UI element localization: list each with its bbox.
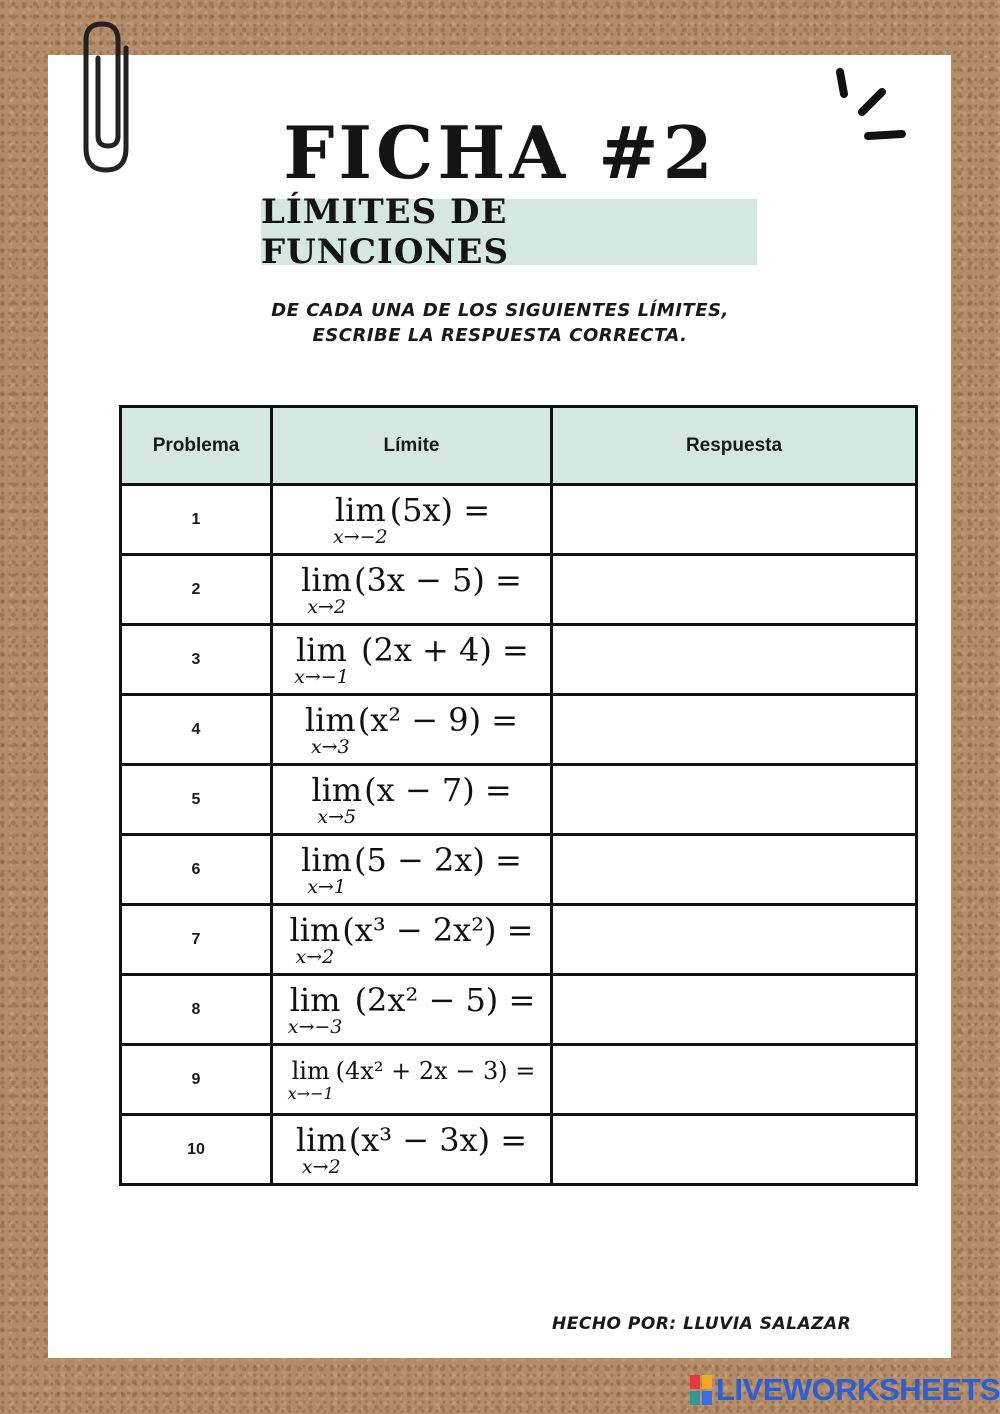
- table-row: [121, 1115, 917, 1185]
- lim-body: (2x + 4) =: [350, 630, 529, 669]
- header-problema: Problema: [121, 407, 272, 485]
- lim-subscript: x→2: [301, 1155, 341, 1178]
- lim-subscript: x→1: [307, 875, 346, 898]
- math-expression: [294, 630, 529, 688]
- lim-subscript: x→−2: [332, 525, 388, 548]
- answer-cell[interactable]: [552, 975, 917, 1045]
- lim-word: lim: [289, 910, 341, 949]
- answer-cell[interactable]: [552, 555, 917, 625]
- lim-subscript: x→−1: [287, 1083, 334, 1103]
- math-expression: [288, 1058, 536, 1102]
- page-title: FICHA #2: [283, 110, 717, 195]
- problem-number: 4: [121, 695, 272, 765]
- problem-number: 3: [121, 625, 272, 695]
- limit-expression: [272, 905, 552, 975]
- answer-cell[interactable]: [552, 835, 917, 905]
- math-expression: [295, 1120, 528, 1178]
- lim-subscript: x→2: [295, 945, 335, 968]
- limit-expression: [272, 1115, 552, 1185]
- limit-expression: [272, 1045, 552, 1115]
- liveworksheets-logo[interactable]: [690, 1372, 1000, 1408]
- lim-word: lim: [301, 840, 352, 879]
- lim-body: (5 − 2x) =: [353, 840, 522, 879]
- header-respuesta: Respuesta: [552, 407, 917, 485]
- problem-number: 5: [121, 765, 272, 835]
- math-expression: [289, 910, 534, 968]
- lim-operator: [287, 980, 343, 1038]
- problem-number: 6: [121, 835, 272, 905]
- lim-operator: [294, 630, 349, 688]
- instruction-line-1: DE CADA UNA DE LOS SIGUIENTES LÍMITES,: [271, 300, 729, 321]
- problem-number: 2: [121, 555, 272, 625]
- subtitle-text: LÍMITES DE FUNCIONES: [261, 192, 509, 272]
- subtitle-banner: [261, 192, 757, 272]
- problem-number: 8: [121, 975, 272, 1045]
- limits-table: [119, 405, 918, 1186]
- lim-operator: [295, 1120, 347, 1178]
- lim-subscript: x→−3: [287, 1015, 343, 1038]
- author-credit: HECHO POR: LLUVIA SALAZAR: [552, 1314, 852, 1334]
- lim-subscript: x→3: [310, 735, 350, 758]
- limit-expression: [272, 975, 552, 1045]
- math-expression: [304, 700, 519, 758]
- table-row: [121, 485, 917, 555]
- math-expression: [301, 560, 522, 618]
- lim-body: (5x) =: [389, 490, 490, 529]
- lim-subscript: x→2: [307, 595, 346, 618]
- answer-cell[interactable]: [552, 765, 917, 835]
- problem-number: 10: [121, 1115, 272, 1185]
- lim-word: lim: [311, 770, 363, 809]
- instruction-line-2: ESCRIBE LA RESPUESTA CORRECTA.: [312, 325, 688, 346]
- problem-number: 7: [121, 905, 272, 975]
- table-header-row: [121, 407, 917, 485]
- liveworksheets-mark-icon: [690, 1375, 712, 1405]
- lim-body: (x³ − 2x²) =: [342, 910, 534, 949]
- answer-cell[interactable]: [552, 485, 917, 555]
- lim-operator: [288, 1058, 334, 1102]
- lim-operator: [301, 560, 352, 618]
- instructions: [0, 298, 1000, 348]
- lim-word: lim: [296, 630, 347, 669]
- lim-word: lim: [295, 1120, 347, 1159]
- answer-cell[interactable]: [552, 695, 917, 765]
- limit-expression: [272, 485, 552, 555]
- answer-cell[interactable]: [552, 905, 917, 975]
- lim-body: (x − 7) =: [364, 770, 512, 809]
- lim-operator: [332, 490, 388, 548]
- lim-word: lim: [334, 490, 386, 529]
- math-expression: [311, 770, 512, 828]
- table-row: [121, 625, 917, 695]
- lim-subscript: x→−1: [294, 665, 349, 688]
- math-expression: [301, 840, 522, 898]
- answer-cell[interactable]: [552, 1045, 917, 1115]
- table-row: [121, 835, 917, 905]
- lim-word: lim: [291, 1056, 330, 1085]
- answer-cell[interactable]: [552, 625, 917, 695]
- lim-operator: [311, 770, 363, 828]
- limit-expression: [272, 765, 552, 835]
- table-row: [121, 765, 917, 835]
- table-row: [121, 695, 917, 765]
- table-row: [121, 975, 917, 1045]
- lim-word: lim: [304, 700, 356, 739]
- lim-word: lim: [289, 980, 341, 1019]
- lim-word: lim: [301, 560, 352, 599]
- liveworksheets-brand: LIVEWORKSHEETS: [716, 1372, 1000, 1407]
- table-row: [121, 905, 917, 975]
- answer-cell[interactable]: [552, 1115, 917, 1185]
- lim-operator: [304, 700, 356, 758]
- limit-expression: [272, 695, 552, 765]
- lim-body: (4x² + 2x − 3) =: [335, 1056, 536, 1085]
- lim-operator: [301, 840, 352, 898]
- lim-body: (2x² − 5) =: [344, 980, 536, 1019]
- lim-operator: [289, 910, 341, 968]
- problem-number: 1: [121, 485, 272, 555]
- lim-body: (x² − 9) =: [357, 700, 519, 739]
- lim-subscript: x→5: [317, 805, 357, 828]
- header-limite: Límite: [272, 407, 552, 485]
- table-row: [121, 1045, 917, 1115]
- limit-expression: [272, 835, 552, 905]
- table-row: [121, 555, 917, 625]
- limit-expression: [272, 625, 552, 695]
- math-expression: [287, 980, 536, 1038]
- problem-number: 9: [121, 1045, 272, 1115]
- lim-body: (3x − 5) =: [353, 560, 522, 599]
- math-expression: [332, 490, 490, 548]
- lim-body: (x³ − 3x) =: [348, 1120, 528, 1159]
- limit-expression: [272, 555, 552, 625]
